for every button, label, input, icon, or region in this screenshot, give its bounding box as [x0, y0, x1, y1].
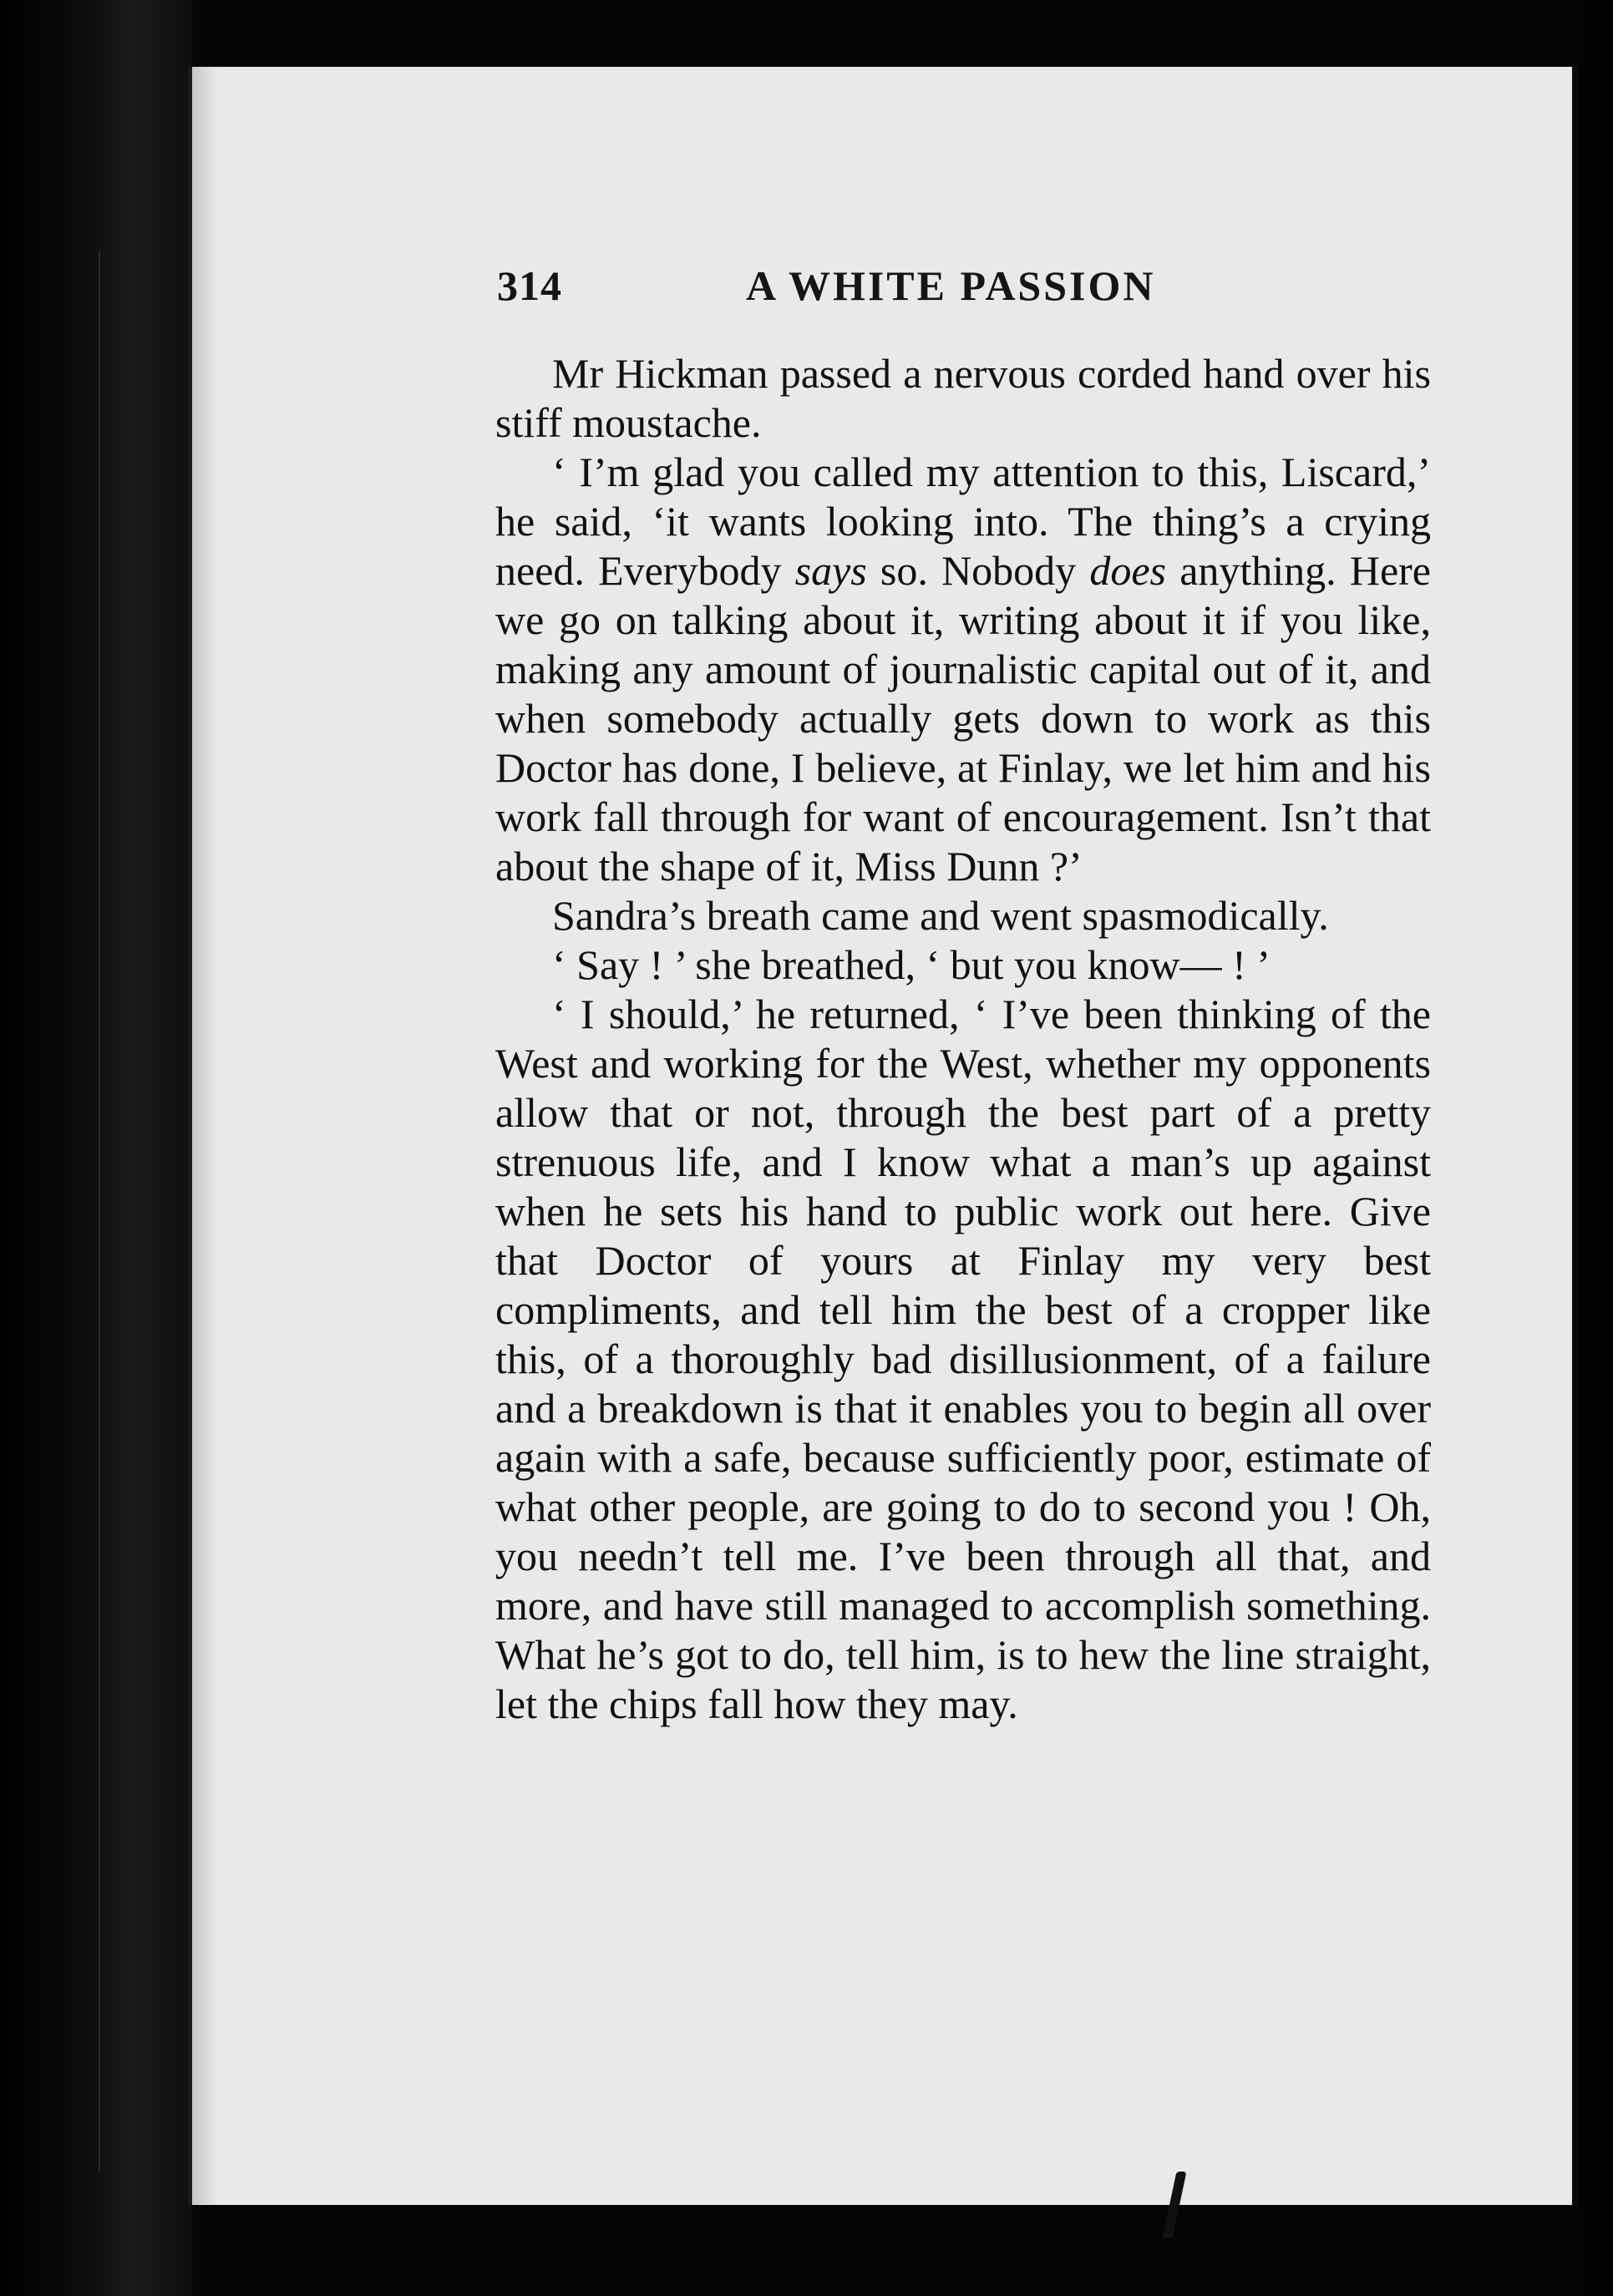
- page-number: 314: [497, 262, 562, 309]
- body-text: [495, 349, 1431, 1729]
- paragraph: [495, 891, 1431, 940]
- paragraph: [495, 990, 1431, 1729]
- text-run: ‘ Say ! ’ she breathed, ‘ but you know— ! ’: [552, 941, 1271, 988]
- running-header: [497, 261, 1449, 311]
- book-binding-edge: [0, 0, 192, 2296]
- text-run: so. Nobody: [866, 547, 1090, 594]
- page-gutter-shadow: [192, 67, 217, 2205]
- scan-right-border: [1579, 0, 1613, 2296]
- text-run: Sandra’s breath came and went spasmodically.: [552, 892, 1329, 939]
- binding-shadow-line: [99, 251, 100, 2172]
- paragraph: [495, 448, 1431, 891]
- text-run: anything. Here we go on talking about it, writing about it if you like, making any amount of journalistic capital out of it, and when somebody actually gets down to work as this Doctor has done, I believe, at Finlay, we let him and his work fall through for want of encouragement. Isn’t that about the shape of it, Miss Dunn ?’: [495, 547, 1431, 890]
- paragraph: [495, 349, 1431, 448]
- italic-text: does: [1089, 547, 1167, 594]
- text-run: ‘ I should,’ he returned, ‘ I’ve been thinking of the West and working for the West, whether my opponents allow that or not, through the best part of a pretty strenuous life, and I know what a man’s up against when he sets his hand to public work out here. Give that Doctor of yours at Finlay my very best compliments, and tell him the best of a cropper like this, of a thoroughly bad disillusionment, of a failure and a breakdown is that it enables you to begin all over again with a safe, because sufficiently poor, estimate of what other people, are going to do to second you ! Oh, you needn’t tell me. I’ve been through all that, and more, and have still managed to accomplish something. What he’s got to do, tell him, is to hew the line straight, let the chips fall how they may.: [495, 991, 1431, 1727]
- page-running-title: A WHITE PASSION: [746, 262, 1156, 309]
- italic-text: says: [794, 547, 867, 594]
- text-run: ‘ I’m glad you called my attention to this, Liscard,’ he said, ‘it wants looking into. The thing’s a crying need. Everybody: [495, 449, 1431, 594]
- paragraph: [495, 940, 1431, 990]
- text-run: Mr Hickman passed a nervous corded hand over his stiff moustache.: [495, 350, 1431, 446]
